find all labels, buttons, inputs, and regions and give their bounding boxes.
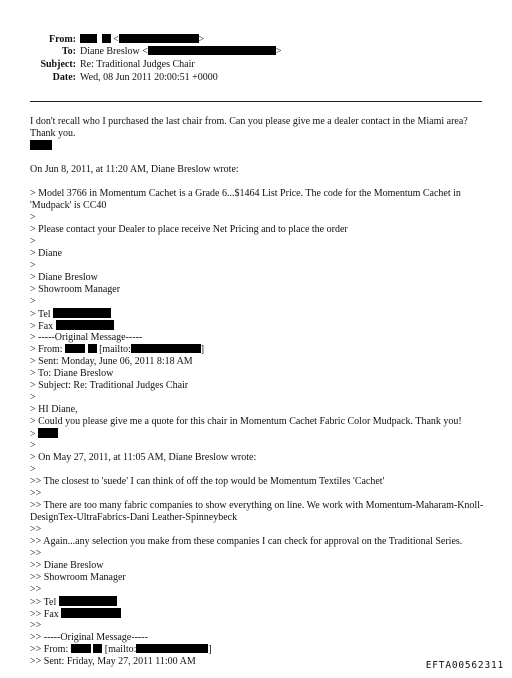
mailto-close: ] <box>200 344 205 355</box>
to-label: To: <box>61 46 76 57</box>
body-line: > Sent: Monday, June 06, 2011 8:18 AM <box>30 356 193 367</box>
header-from-value <box>80 34 204 46</box>
body-line: DesignTex-UltraFabrics-Dani Leather-Spinneybeck <box>30 512 238 523</box>
body-line: > To: Diane Breslow <box>30 368 114 379</box>
body-line: >> <box>30 488 42 499</box>
body-line: > Showroom Manager <box>30 284 121 295</box>
fax-line <box>30 608 490 620</box>
body-line: > <box>30 440 36 451</box>
quoted-from-label: >> From: <box>30 644 69 655</box>
body-line: 'Mudpack' is CC40 <box>30 200 107 211</box>
body-line: >> <box>30 584 42 595</box>
body-line: > -----Original Message----- <box>30 332 143 343</box>
redaction-block <box>119 34 199 43</box>
redaction-block <box>38 428 58 438</box>
body-line: >> Showroom Manager <box>30 572 126 583</box>
signature-redaction-row <box>30 140 490 152</box>
body-line: > Please contact your Dealer to place receive Net Pricing and to place the order <box>30 224 348 235</box>
from-gt: > <box>198 34 205 45</box>
quoted-from-line <box>30 344 490 356</box>
body-line: >> Again...any selection you make from these companies I can check for approval on the Traditional Series. <box>30 536 463 547</box>
from-lt: < <box>113 34 119 45</box>
redaction-block <box>136 644 208 653</box>
mailto-label: [mailto: <box>99 344 131 355</box>
to-name: Diane Breslow < <box>80 46 148 57</box>
redaction-block <box>148 46 276 55</box>
redaction-block <box>93 644 102 653</box>
body-line: > <box>30 236 36 247</box>
redaction-block <box>53 308 111 318</box>
document-id-stamp: EFTA00562311 <box>425 660 504 671</box>
quoted-from-label: > From: <box>30 344 63 355</box>
to-gt: > <box>275 46 282 57</box>
fax-label: > Fax <box>30 321 54 332</box>
redaction-block <box>59 596 117 606</box>
body-line: >> Sent: Friday, May 27, 2011 11:00 AM <box>30 656 196 667</box>
blank-line <box>30 152 490 164</box>
header-date-value <box>80 72 218 84</box>
tel-line <box>30 596 490 608</box>
redaction-block <box>61 608 121 618</box>
date-label: Date: <box>52 72 76 83</box>
redaction-block <box>56 320 114 330</box>
redaction-block <box>65 344 85 353</box>
quoted-from-line <box>30 644 490 656</box>
body-line: > HI Diane, <box>30 404 78 415</box>
redaction-block <box>131 344 201 353</box>
body-line: > <box>30 392 36 403</box>
body-line: > Diane Breslow <box>30 272 98 283</box>
redaction-block <box>88 344 97 353</box>
body-line: > Could you please give me a quote for this chair in Momentum Cachet Fabric Color Mudpack. Thank you! <box>30 416 462 427</box>
body-line: Thank you. <box>30 128 76 139</box>
redaction-block <box>71 644 91 653</box>
body-line: >> There are too many fabric companies to show everything on line. We work with Momentum-Maharam-Knoll- <box>30 500 484 511</box>
header-to-value <box>80 46 282 58</box>
body-line: > On May 27, 2011, at 11:05 AM, Diane Breslow wrote: <box>30 452 257 463</box>
body-line: I don't recall who I purchased the last chair from. Can you please give me a dealer contact in the Miami area? <box>30 116 468 127</box>
date-value: Wed, 08 Jun 2011 20:00:51 +0000 <box>80 72 218 83</box>
from-label: From: <box>48 34 76 45</box>
tel-label: >> Tel <box>30 597 57 608</box>
header-divider <box>30 101 482 102</box>
body-line: > Model 3766 in Momentum Cachet is a Grade 6...$1464 List Price. The code for the Momentum Cachet in <box>30 188 461 199</box>
fax-label: >> Fax <box>30 609 59 620</box>
mailto-close: ] <box>208 644 212 655</box>
body-line: > <box>30 212 36 223</box>
blank-line <box>30 176 490 188</box>
header-subject-value <box>80 59 195 71</box>
quote-marker: > <box>30 429 36 440</box>
quoted-signature-line <box>30 428 490 440</box>
tel-label: > Tel <box>30 309 51 320</box>
body-line: >> Diane Breslow <box>30 560 104 571</box>
redaction-block <box>30 140 52 150</box>
body-line: > <box>30 296 36 307</box>
body-line: On Jun 8, 2011, at 11:20 AM, Diane Breslow wrote: <box>30 164 239 175</box>
body-line: >> The closest to 'suede' I can think of off the top would be Momentum Textiles 'Cachet' <box>30 476 385 487</box>
body-line: > <box>30 260 36 271</box>
redaction-block <box>80 34 97 43</box>
fax-line <box>30 320 490 332</box>
body-line: > Subject: Re: Traditional Judges Chair <box>30 380 189 391</box>
body-line: >> -----Original Message----- <box>30 632 148 643</box>
subject-label: Subject: <box>40 59 76 70</box>
body-line: >> <box>30 524 42 535</box>
mailto-label: [mailto: <box>104 644 137 655</box>
redaction-block <box>102 34 111 43</box>
body-line: >> <box>30 620 42 631</box>
tel-line <box>30 308 490 320</box>
email-body <box>30 116 490 668</box>
subject-value: Re: Traditional Judges Chair <box>80 59 195 70</box>
body-line: >> <box>30 548 42 559</box>
body-line: > Diane <box>30 248 63 259</box>
body-line: > <box>30 464 36 475</box>
